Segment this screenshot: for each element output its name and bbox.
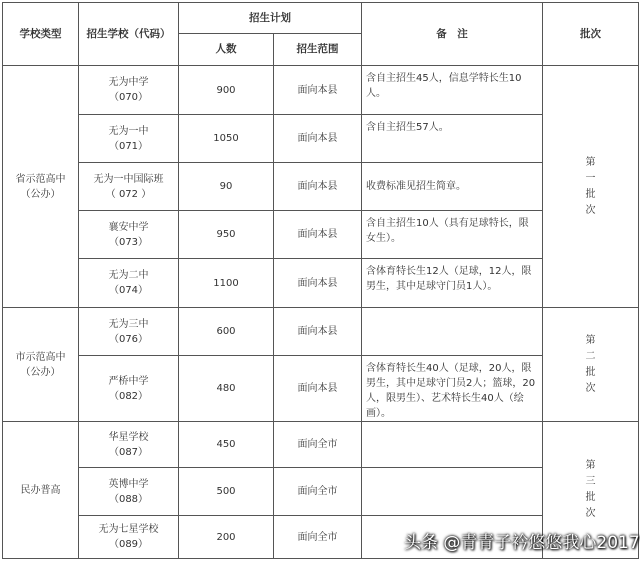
header-notes: 备 注 (362, 3, 543, 66)
note-cell (362, 422, 543, 468)
scope-cell: 面向本县 (274, 308, 362, 356)
count-cell: 500 (179, 468, 274, 516)
school-name-cell: 无为一中国际班 （ 072 ） (79, 163, 179, 211)
scope-cell: 面向全市 (274, 422, 362, 468)
scope-cell: 面向本县 (274, 356, 362, 422)
note-cell (362, 308, 543, 356)
school-name-cell: 严桥中学 （082） (79, 356, 179, 422)
scope-cell: 面向全市 (274, 516, 362, 559)
school-name-cell: 无为一中 （071） (79, 115, 179, 163)
note-cell: 含自主招生57人。 (362, 115, 543, 163)
header-batch: 批次 (543, 3, 639, 66)
count-cell: 90 (179, 163, 274, 211)
school-name-cell: 无为二中 （074） (79, 259, 179, 308)
school-name-cell: 无为中学 （070） (79, 66, 179, 115)
table-row (3, 308, 639, 356)
batch-cell: 第三批次 (543, 422, 639, 559)
count-cell: 600 (179, 308, 274, 356)
watermark: 头条 @青青子衿悠悠我心2017 (404, 533, 640, 553)
enrollment-table (2, 2, 639, 559)
scope-cell: 面向本县 (274, 163, 362, 211)
count-cell: 480 (179, 356, 274, 422)
note-cell: 含体育特长生12人（足球，12人，限男生，其中足球守门员1人）。 (362, 259, 543, 308)
note-cell (362, 468, 543, 516)
scope-cell: 面向全市 (274, 468, 362, 516)
table-row (3, 422, 639, 468)
header-scope: 招生范围 (274, 34, 362, 66)
table-row (3, 66, 639, 115)
count-cell: 1050 (179, 115, 274, 163)
header-plan: 招生计划 (179, 3, 362, 34)
school-name-cell: 英博中学 （088） (79, 468, 179, 516)
school-type-cell: 市示范高中 （公办） (3, 308, 79, 422)
school-name-cell: 无为七星学校 （089） (79, 516, 179, 559)
count-cell: 900 (179, 66, 274, 115)
count-cell: 450 (179, 422, 274, 468)
scope-cell: 面向本县 (274, 66, 362, 115)
header-school-type: 学校类型 (3, 3, 79, 66)
scope-cell: 面向本县 (274, 115, 362, 163)
school-name-cell: 襄安中学 （073） (79, 211, 179, 259)
scope-cell: 面向本县 (274, 259, 362, 308)
scope-cell: 面向本县 (274, 211, 362, 259)
school-type-cell: 民办普高 (3, 422, 79, 559)
header-school-code: 招生学校（代码） (79, 3, 179, 66)
note-cell: 含体育特长生40人（足球，20人，限男生，其中足球守门员2人；篮球，20人，限男生）、艺术特长生40人（绘画）。 (362, 356, 543, 422)
count-cell: 950 (179, 211, 274, 259)
count-cell: 1100 (179, 259, 274, 308)
batch-cell: 第二批次 (543, 308, 639, 422)
note-cell: 含自主招生45人，信息学特长生10人。 (362, 66, 543, 115)
note-cell: 含自主招生10人（具有足球特长，限女生）。 (362, 211, 543, 259)
header-count: 人数 (179, 34, 274, 66)
count-cell: 200 (179, 516, 274, 559)
school-type-cell: 省示范高中 （公办） (3, 66, 79, 308)
note-cell: 收费标准见招生简章。 (362, 163, 543, 211)
batch-cell: 第一批次 (543, 66, 639, 308)
school-name-cell: 华星学校 （087） (79, 422, 179, 468)
school-name-cell: 无为三中 （076） (79, 308, 179, 356)
